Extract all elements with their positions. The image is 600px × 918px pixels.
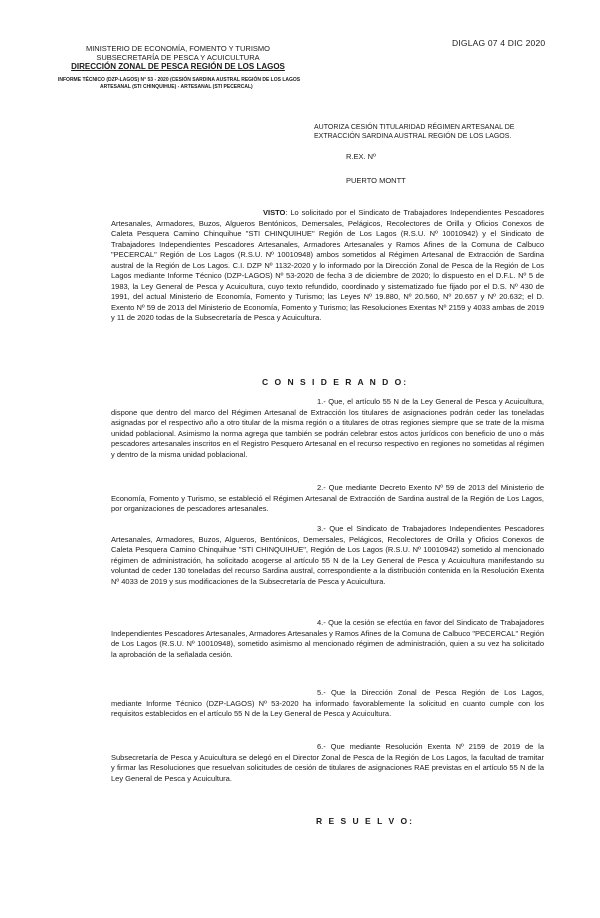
undersecretariat-name: SUBSECRETARÍA DE PESCA Y ACUICULTURA — [96, 53, 260, 62]
considerando-item-6: 6.- Que mediante Resolución Exenta Nº 2159 de 2019 de la Subsecretaría de Pesca y Acuicultura se delegó en el Director Zonal de Pesca de la Región de Los Lagos, la facultad de tramitar y firmar las Resoluciones que resuelvan solicitudes de cesión de titulares de asignaciones RAE previstas en el artículo 55 N de la Ley General de Pesca y Acuicultura. — [111, 742, 544, 783]
rex-number-label: R.EX. Nº — [346, 152, 376, 161]
report-reference-line-2: ARTESANAL (STI CHINQUIHUE) - ARTESANAL (STI PECERCAL) — [100, 84, 253, 90]
report-reference-line-1: INFORME TÉCNICO (DZP-LAGOS) N° 53 - 2020 (CESIÓN SARDINA AUSTRAL REGIÓN DE LOS LAGOS — [58, 77, 301, 83]
report-reference — [58, 77, 300, 91]
considerando-item-4: 4.- Que la cesión se efectúa en favor del Sindicato de Trabajadores Independientes Pescadores Artesanales, Armadores Artesanales y Ramos Afines de la Comuna de Calbuco "PECERCAL" Región de Los Lagos (R.S.U. Nº 10010948), sometido asimismo al mencionado régimen de administración, quien a su vez ha solicitado la aprobación de la señalada cesión. — [111, 618, 544, 659]
resuelvo-heading: R E S U E L V O: — [316, 816, 414, 826]
visto-paragraph — [111, 208, 544, 324]
ministry-name: MINISTERIO DE ECONOMÍA, FOMENTO Y TURISMO — [85, 44, 271, 53]
considerando-heading: C O N S I D E R A N D O: — [262, 377, 409, 387]
considerando-item-3: 3.- Que el Sindicato de Trabajadores Independientes Pescadores Artesanales, Armadores, Buzos, Algueros, Bentónicos, Demersales, Pelágicos, Recolectores de Orilla y Oficios Conexos de Caleta Pesquera Camino Chinquihue "STI CHINQUIHUE", Región de Los Lagos (R.S.U. Nº 10010942) sometido al mencionado régimen de administración, ha solicitado acogerse al artículo 55 N de la Ley General de Pesca y Acuicultura manifestando su voluntad de ceder 130 toneladas del recurso Sardina austral, correspondiente a la distribución contenida en la Resolución Exenta Nº 4033 de 2019 y sus modificaciones de la Subsecretaría de Pesca y Acuicultura. — [111, 524, 544, 586]
city-label: PUERTO MONTT — [346, 176, 406, 185]
resolution-subject: AUTORIZA CESIÓN TITULARIDAD RÉGIMEN ARTESANAL DE EXTRACCIÓN SARDINA AUSTRAL REGIÓN DE LOS LAGOS. — [314, 124, 515, 140]
zonal-direction-name: DIRECCIÓN ZONAL DE PESCA REGIÓN DE LOS LAGOS — [71, 62, 285, 71]
considerando-item-1: 1.- Que, el artículo 55 N de la Ley General de Pesca y Acuicultura, dispone que dentro del marco del Régimen Artesanal de Extracción los titulares de asignaciones podrán ceder las toneladas asignadas por el respectivo año a otro titular de la misma región o a titulares de otras regiones siempre que se trate de la misma unidad poblacional. Asimismo la norma agrega que también se podrán celebrar estos actos jurídicos con beneficio de uno o más pescadores artesanales inscritos en el Registro Pesquero Artesanal en el recurso respectivo en regiones no sometidas al régimen y dentro de la misma unidad poblacional. — [111, 397, 544, 459]
reception-stamp: DIGLAG 07 4 DIC 2020 — [452, 38, 546, 48]
considerando-item-2: 2.- Que mediante Decreto Exento Nº 59 de 2013 del Ministerio de Economía, Fomento y Turismo, se estableció el Régimen Artesanal de Extracción de Sardina austral de la Región de Los Lagos, por organizaciones de pescadores artesanales. — [111, 483, 544, 513]
visto-text: : Lo solicitado por el Sindicato de Trabajadores Independientes Pescadores Artesanales, Armadores, Buzos, Algueros Bentónicos, Demersales, Pelágicos, Recolectores de Orilla y Oficios Conexos de Caleta Pesquera Camino Chinquihue "STI CHINQUIHUE" Región de Los Lagos (R.S.U. Nº 10010942) y el Sindicato de Trabajadores Independientes Pescadores Artesanales, Armadores Artesanales y Ramos Afines de la Comuna de Calbuco "PECERCAL" Región de Los Lagos (R.S.U. Nº 10010948) ambos sometidos al Régimen Artesanal de Extracción de Sardina austral de la Región de Los Lagos. C.I. DZP Nº 1132-2020 y lo informado por la Dirección Zonal de Pesca de la Región de Los Lagos mediante Informe Técnico (DZP-LAGOS) Nº 53-2020 de fecha 3 de diciembre de 2020; lo dispuesto en el D.F.L. Nº 5 de 1983, la Ley General de Pesca y Acuicultura, cuyo texto refundido, coordinado y sistematizado fue fijado por el D.S. Nº 430 de 1991, del actual Ministerio de Economía, Fomento y Turismo; las Leyes Nº 19.880, Nº 20.560, Nº 20.657 y Nº 20.632; el D. Exento Nº 59 de 2013 del Ministerio de Economía, Fomento y Turismo; las Resoluciones Exentas Nº 2159 y 4033 ambas de 2019 y 11 de 2020 todas de la Subsecretaría de Pesca y Acuicultura. — [111, 208, 544, 322]
considerando-item-5: 5.- Que la Dirección Zonal de Pesca Región de Los Lagos, mediante Informe Técnico (DZP-LAGOS) Nº 53-2020 ha informado favorablemente la solicitud en cuanto cumple con los requisitos establecidos en el artículo 55 N de la Ley General de Pesca y Acuicultura. — [111, 688, 544, 718]
visto-label: VISTO — [263, 208, 286, 217]
ministry-header — [58, 44, 298, 71]
